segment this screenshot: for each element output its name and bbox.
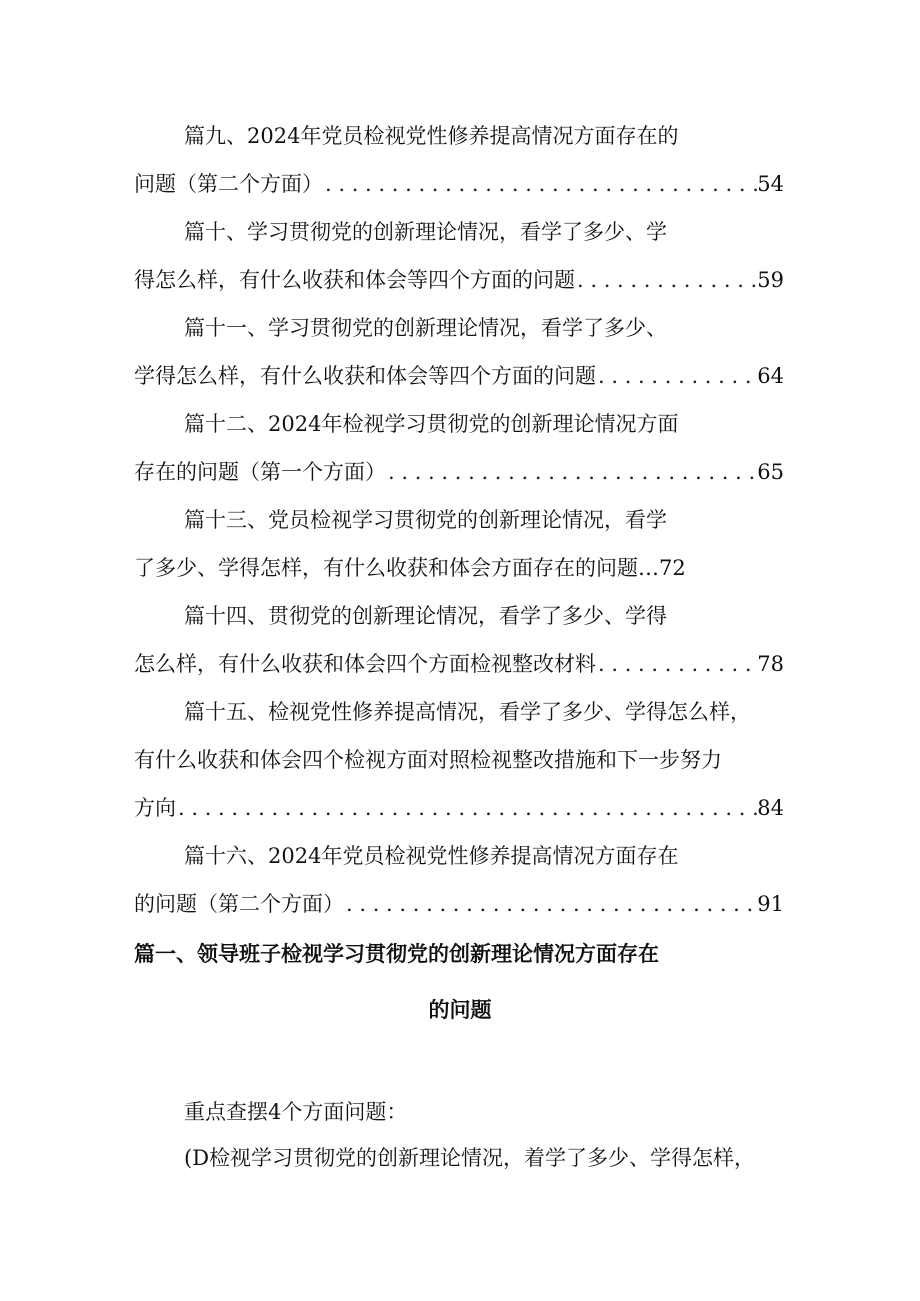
toc-page-number: 54 bbox=[757, 172, 784, 196]
toc-entry-14[interactable] bbox=[134, 592, 784, 688]
toc-leader-dots bbox=[596, 640, 757, 688]
toc-leader-dots bbox=[176, 784, 757, 832]
toc-page-number: 78 bbox=[757, 652, 784, 676]
toc-entry-title: 篇九、2024年党员检视党性修养提高情况方面存在的 bbox=[184, 124, 679, 148]
toc-entry-10[interactable] bbox=[134, 208, 784, 304]
toc-entry-title-cont: 方向 bbox=[134, 796, 176, 820]
toc-entry-title: 篇十五、检视党性修养提高情况，看学了多少、学得怎么样， bbox=[184, 700, 751, 724]
toc-entry-16[interactable] bbox=[134, 832, 784, 928]
toc-page-number: 72 bbox=[659, 556, 686, 580]
toc-page-number: 59 bbox=[757, 268, 784, 292]
toc-entry-13[interactable] bbox=[134, 496, 784, 592]
toc-entry-title: 篇十六、2024年党员检视党性修养提高情况方面存在 bbox=[184, 844, 679, 868]
toc-entry-title-cont: 学得怎么样，有什么收获和体会等四个方面的问题 bbox=[134, 364, 596, 388]
toc-entry-title-cont: 了多少、学得怎样，有什么收获和体会方面存在的问题… bbox=[134, 556, 659, 580]
toc-entry-15[interactable] bbox=[134, 688, 784, 832]
toc-entry-11[interactable] bbox=[134, 304, 784, 400]
toc-page-number: 84 bbox=[757, 796, 784, 820]
body-paragraph: 重点查摆4个方面问题： bbox=[184, 1100, 408, 1124]
toc-entry-12[interactable] bbox=[134, 400, 784, 496]
toc-entry-title-cont: 的问题（第二个方面） bbox=[134, 892, 344, 916]
toc-page-number: 64 bbox=[757, 364, 784, 388]
toc-leader-dots bbox=[575, 256, 757, 304]
toc-leader-dots bbox=[596, 352, 757, 400]
toc-page-number: 65 bbox=[757, 460, 784, 484]
toc-entry-title: 篇十四、贯彻党的创新理论情况，看学了多少、学得 bbox=[184, 604, 667, 628]
section-heading-cont: 的问题 bbox=[428, 998, 492, 1022]
section-heading: 篇一、领导班子检视学习贯彻党的创新理论情况方面存在 bbox=[134, 942, 659, 966]
toc-entry-title-mid: 有什么收获和体会四个检视方面对照检视整改措施和下一步努力 bbox=[134, 748, 722, 772]
toc-entry-title: 篇十三、党员检视学习贯彻党的创新理论情况，看学 bbox=[184, 508, 667, 532]
toc-entry-title: 篇十、学习贯彻党的创新理论情况，看学了多少、学 bbox=[184, 220, 667, 244]
body-paragraph: (D检视学习贯彻党的创新理论情况，着学了多少、学得怎样， bbox=[184, 1146, 756, 1170]
table-of-contents bbox=[134, 112, 784, 928]
toc-leader-dots bbox=[344, 880, 757, 928]
toc-entry-title-cont: 问题（第二个方面） bbox=[134, 172, 323, 196]
toc-entry-title-cont: 得怎么样，有什么收获和体会等四个方面的问题 bbox=[134, 268, 575, 292]
toc-entry-title-cont: 怎么样，有什么收获和体会四个方面检视整改材料 bbox=[134, 652, 596, 676]
toc-entry-title: 篇十一、学习贯彻党的创新理论情况，看学了多少、 bbox=[184, 316, 667, 340]
toc-entry-9[interactable] bbox=[134, 112, 784, 208]
toc-entry-title-cont: 存在的问题（第一个方面） bbox=[134, 460, 386, 484]
toc-page-number: 91 bbox=[757, 892, 784, 916]
toc-leader-dots bbox=[386, 448, 757, 496]
toc-leader-dots bbox=[323, 160, 757, 208]
toc-entry-title: 篇十二、2024年检视学习贯彻党的创新理论情况方面 bbox=[184, 412, 679, 436]
